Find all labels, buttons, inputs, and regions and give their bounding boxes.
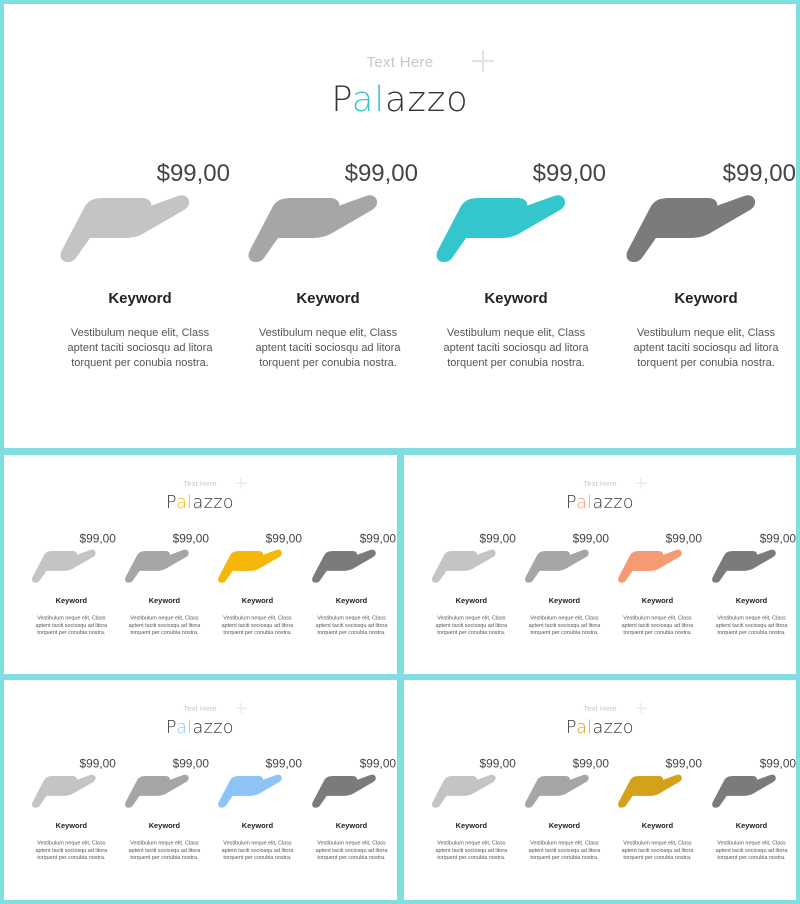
price-label: $99,00: [572, 757, 609, 771]
price-label: $99,00: [722, 160, 796, 187]
hand-icon: [120, 547, 189, 583]
slide-title: [404, 718, 796, 738]
hand-shape: [712, 775, 776, 808]
hand-icon: [427, 547, 496, 583]
keyword-label: Keyword: [148, 596, 181, 605]
hand-icon: [613, 547, 682, 583]
hand-shape: [525, 775, 589, 808]
hand-shape: [312, 550, 376, 583]
keyword-label: Keyword: [548, 821, 581, 830]
price-label: $99,00: [79, 532, 116, 546]
keyword-label: Keyword: [455, 821, 487, 830]
slide-blue: [4, 680, 397, 900]
title-end: azzo: [592, 492, 635, 513]
title-end: azzo: [385, 80, 469, 120]
price-label: $99,00: [172, 532, 209, 546]
price-label: $99,00: [156, 160, 230, 187]
keyword-label: Keyword: [548, 596, 581, 605]
slide-title: [404, 493, 796, 513]
hand-icon: [520, 547, 589, 583]
description-text: Vestibulum neque elit, Class aptent taciti sociosqu ad litora torquent per conubia nostra.: [528, 839, 601, 861]
description-text: Vestibulum neque elit, Class aptent taciti sociosqu ad litora torquent per conubia nostra.: [443, 327, 589, 369]
hand-shape: [312, 775, 376, 808]
price-card: [427, 529, 516, 658]
price-label: $99,00: [359, 757, 397, 771]
price-card: [120, 754, 209, 883]
description-text: Vestibulum neque elit, Class aptent taciti sociosqu ad litora torquent per conubia nostra.: [435, 614, 508, 636]
price-card: [307, 529, 396, 658]
keyword-label: Keyword: [55, 821, 87, 830]
price-card: [616, 154, 796, 414]
price-label: $99,00: [759, 532, 796, 546]
description-text: Vestibulum neque elit, Class aptent taciti sociosqu ad litora torquent per conubia nostra.: [255, 327, 401, 369]
price-label: $99,00: [665, 757, 702, 771]
price-card: [27, 529, 116, 658]
description-text: Vestibulum neque elit, Class aptent taciti sociosqu ad litora torquent per conubia nostra.: [67, 327, 213, 369]
hand-shape: [712, 550, 776, 583]
slide-content: [4, 680, 396, 900]
price-card: [520, 754, 609, 883]
hand-shape: [437, 195, 566, 262]
hand-shape: [32, 550, 96, 583]
price-card: [707, 754, 796, 883]
price-label: $99,00: [479, 757, 516, 771]
plus-icon: [236, 703, 247, 714]
price-card: [520, 529, 609, 658]
hand-icon: [27, 547, 96, 583]
slide-title: [4, 80, 796, 120]
hand-shape: [627, 195, 756, 262]
price-label: $99,00: [265, 757, 302, 771]
plus-icon: [636, 478, 647, 489]
price-card: [120, 529, 209, 658]
description-text: Vestibulum neque elit, Class aptent taciti sociosqu ad litora torquent per conubia nostra.: [633, 327, 779, 369]
description-text: Vestibulum neque elit, Class aptent taciti sociosqu ad litora torquent per conubia nostra.: [35, 839, 108, 861]
keyword-label: Keyword: [296, 290, 360, 307]
subtitle-text: Text Here: [183, 704, 217, 714]
description-text: Vestibulum neque elit, Class aptent taciti sociosqu ad litora torquent per conubia nostra.: [128, 839, 201, 861]
title-end: azzo: [192, 717, 235, 738]
description-text: Vestibulum neque elit, Class aptent taciti sociosqu ad litora torquent per conubia nostra.: [621, 614, 694, 636]
price-label: $99,00: [759, 757, 796, 771]
description-text: Vestibulum neque elit, Class aptent taciti sociosqu ad litora torquent per conubia nostra.: [528, 614, 601, 636]
price-label: $99,00: [479, 532, 516, 546]
slide-title: [4, 718, 396, 738]
keyword-label: Keyword: [735, 821, 768, 830]
hand-icon: [613, 772, 682, 808]
hand-shape: [218, 775, 282, 808]
slide-content: [404, 455, 796, 674]
description-text: Vestibulum neque elit, Class aptent taciti sociosqu ad litora torquent per conubia nostra.: [315, 839, 388, 861]
price-card: [213, 529, 302, 658]
slide-title: [4, 493, 396, 513]
price-label: $99,00: [172, 757, 209, 771]
price-card: [427, 754, 516, 883]
price-label: $99,00: [359, 532, 397, 546]
title-accent: al: [576, 717, 593, 738]
title-accent: al: [176, 492, 193, 513]
title-accent: al: [176, 717, 193, 738]
description-text: Vestibulum neque elit, Class aptent taciti sociosqu ad litora torquent per conubia nostra.: [715, 614, 788, 636]
price-label: $99,00: [572, 532, 609, 546]
keyword-label: Keyword: [335, 821, 368, 830]
plus-icon: [636, 703, 647, 714]
hand-icon: [213, 547, 282, 583]
title-end: azzo: [592, 717, 635, 738]
slide-content: [4, 455, 396, 674]
keyword-label: Keyword: [641, 596, 674, 605]
hand-icon: [50, 190, 190, 262]
price-card: [50, 154, 230, 414]
keyword-label: Keyword: [455, 596, 487, 605]
price-label: $99,00: [532, 160, 606, 187]
hand-icon: [616, 190, 756, 262]
hand-icon: [707, 772, 776, 808]
title-start: P: [331, 80, 352, 120]
slide-content: [4, 4, 796, 448]
hand-icon: [307, 772, 376, 808]
slide-content: [404, 680, 796, 900]
price-label: $99,00: [265, 532, 302, 546]
hand-shape: [432, 775, 496, 808]
keyword-label: Keyword: [641, 821, 674, 830]
hand-icon: [426, 190, 566, 262]
keyword-label: Keyword: [335, 596, 368, 605]
price-card: [426, 154, 606, 414]
price-label: $99,00: [79, 757, 116, 771]
hand-icon: [120, 772, 189, 808]
title-start: P: [166, 717, 177, 738]
title-start: P: [566, 717, 577, 738]
keyword-label: Keyword: [241, 821, 274, 830]
price-card: [27, 754, 116, 883]
price-label: $99,00: [344, 160, 418, 187]
description-text: Vestibulum neque elit, Class aptent taciti sociosqu ad litora torquent per conubia nostra.: [128, 614, 201, 636]
subtitle-text: Text Here: [583, 704, 617, 714]
title-start: P: [566, 492, 577, 513]
hand-shape: [32, 775, 96, 808]
keyword-label: Keyword: [735, 596, 768, 605]
description-text: Vestibulum neque elit, Class aptent taciti sociosqu ad litora torquent per conubia nostra.: [435, 839, 508, 861]
plus-icon: [472, 50, 494, 72]
plus-icon: [236, 478, 247, 489]
description-text: Vestibulum neque elit, Class aptent taciti sociosqu ad litora torquent per conubia nostra.: [221, 839, 294, 861]
hand-shape: [125, 550, 189, 583]
keyword-label: Keyword: [108, 290, 172, 307]
keyword-label: Keyword: [241, 596, 274, 605]
hand-shape: [249, 195, 378, 262]
title-end: azzo: [192, 492, 235, 513]
keyword-label: Keyword: [484, 290, 548, 307]
hand-shape: [618, 550, 682, 583]
slide-gold: [404, 680, 796, 900]
price-card: [707, 529, 796, 658]
hand-shape: [618, 775, 682, 808]
hand-icon: [307, 547, 376, 583]
description-text: Vestibulum neque elit, Class aptent taciti sociosqu ad litora torquent per conubia nostra.: [621, 839, 694, 861]
description-text: Vestibulum neque elit, Class aptent taciti sociosqu ad litora torquent per conubia nostra.: [715, 839, 788, 861]
price-card: [213, 754, 302, 883]
hand-icon: [27, 772, 96, 808]
price-label: $99,00: [665, 532, 702, 546]
hand-icon: [520, 772, 589, 808]
description-text: Vestibulum neque elit, Class aptent taciti sociosqu ad litora torquent per conubia nostra.: [315, 614, 388, 636]
price-card: [613, 754, 702, 883]
hand-shape: [61, 195, 190, 262]
subtitle-text: Text Here: [583, 479, 617, 489]
keyword-label: Keyword: [674, 290, 738, 307]
hand-icon: [707, 547, 776, 583]
hand-shape: [125, 775, 189, 808]
description-text: Vestibulum neque elit, Class aptent taciti sociosqu ad litora torquent per conubia nostra.: [221, 614, 294, 636]
price-card: [307, 754, 396, 883]
price-card: [238, 154, 418, 414]
keyword-label: Keyword: [55, 596, 87, 605]
hand-icon: [238, 190, 378, 262]
price-card: [613, 529, 702, 658]
hand-icon: [213, 772, 282, 808]
subtitle-text: Text Here: [183, 479, 217, 489]
slide-main: [4, 4, 796, 448]
hand-shape: [525, 550, 589, 583]
hand-shape: [432, 550, 496, 583]
title-accent: al: [351, 80, 386, 120]
subtitle-text: Text Here: [366, 54, 434, 71]
title-accent: al: [576, 492, 593, 513]
hand-icon: [427, 772, 496, 808]
hand-shape: [218, 550, 282, 583]
description-text: Vestibulum neque elit, Class aptent taciti sociosqu ad litora torquent per conubia nostra.: [35, 614, 108, 636]
slide-orange: [404, 455, 796, 674]
title-start: P: [166, 492, 177, 513]
keyword-label: Keyword: [148, 821, 181, 830]
slide-yellow: [4, 455, 397, 674]
